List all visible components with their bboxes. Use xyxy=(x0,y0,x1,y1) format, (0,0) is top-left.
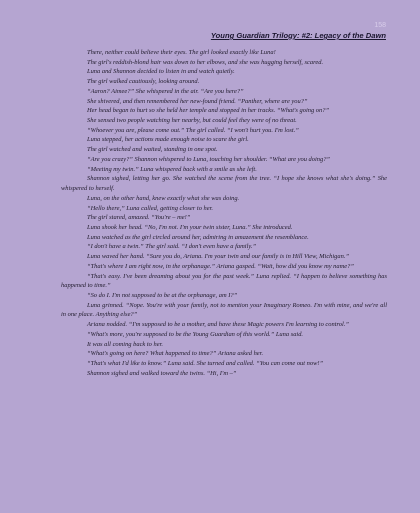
paragraph: The girl stared, amazed. “You're – me!” xyxy=(87,214,191,222)
paragraph: Luna waved her hand. “Sure you do, Ariana. I'm your twin and our family is in Hill View, Michigan.” xyxy=(87,253,350,261)
paragraph: “That's easy. I've been dreaming about you for the past week.” Luna replied. “I happen to believe something has happened to time.” xyxy=(61,272,387,290)
paragraph: “I don't have a twin.” The girl said. “I don't even have a family.” xyxy=(87,243,257,251)
running-header: Young Guardian Trilogy: #2: Legacy of the Dawn xyxy=(210,31,386,40)
body-text xyxy=(61,48,387,378)
paragraph: “So do I. I'm not supposed to be at the orphanage, am I?” xyxy=(87,291,238,299)
paragraph: The girl walked cautiously, looking around. xyxy=(87,78,200,86)
paragraph: “Meeting my twin.” Luna whispered back with a smile as she left. xyxy=(87,165,257,173)
paragraph: Ariana nodded. “I'm supposed to be a mother, and have these Magic powers I'm learning to control.” xyxy=(87,321,349,329)
paragraph: Shannon sighed, letting her go. She watched the scene from the tree. “I hope she knows what she's doing.” She whispered to herself. xyxy=(61,175,387,193)
paragraph: “That's where I am right now, in the orphanage.” Ariana gasped. “Wait, how did you know my name?” xyxy=(87,262,354,270)
paragraph: “Hello there,” Luna called, getting closer to her. xyxy=(87,204,213,212)
paragraph: “Whoever you are, please come out.” The girl called. “I won't hurt you. I'm lost.” xyxy=(87,126,299,134)
paragraph: Her head began to hurt so she held her temple and stopped in her tracks. “What's going on?” xyxy=(87,107,330,115)
paragraph: There, neither could believe their eyes. The girl looked exactly like Luna! xyxy=(87,49,276,56)
paragraph: The girl watched and waited, standing in one spot. xyxy=(87,146,218,154)
paragraph: “What's going on here? What happened to time?” Ariana asked her. xyxy=(87,350,264,358)
paragraph: “Are you crazy?” Shannon whispered to Luna, touching her shoulder. “What are you doing?” xyxy=(87,155,331,163)
paragraph: Luna watched as the girl circled around her, admiring in amazement the resemblance. xyxy=(87,233,309,241)
paragraph: Luna shook her head. “No, I'm not. I'm your twin sister, Luna.” She introduced. xyxy=(87,223,293,231)
page-number: 158 xyxy=(374,22,386,29)
paragraph: “What's more, you're supposed to be the Young Guardian of this world.” Luna said. xyxy=(87,330,304,338)
paragraph: She shivered, and then remembered her new-found friend. “Panther, where are you?” xyxy=(87,97,308,105)
paragraph: Luna grinned. “Nope. You're with your family, not to mention your Imaginary Romeo. I'm with mine, and we're all in one place. Anything else?” xyxy=(61,301,387,319)
paragraph: She sensed two people watching her nearby, but could feel they were of no threat. xyxy=(87,117,297,125)
paragraph: “That's what I'd like to know.” Luna said. She turned and called. “You can come out now!” xyxy=(87,360,324,367)
paragraph: It was all coming back to her. xyxy=(87,340,163,348)
paragraph: Shannon sighed and walked toward the twins. “Hi, I'm –” xyxy=(87,369,237,377)
paragraph: Luna and Shannon decided to listen in and watch quietly. xyxy=(87,68,235,76)
paragraph: The girl's reddish-blond hair was down to her elbows, and she was hugging herself, scared. xyxy=(87,58,324,66)
paragraph: Luna, on the other hand, knew exactly what she was doing. xyxy=(87,194,240,202)
paragraph: Luna stepped, her actions made enough noise to scare the girl. xyxy=(87,136,249,144)
paragraph: “Aaron? Aimee?” She whispered in the air. “Are you here?” xyxy=(87,87,244,95)
